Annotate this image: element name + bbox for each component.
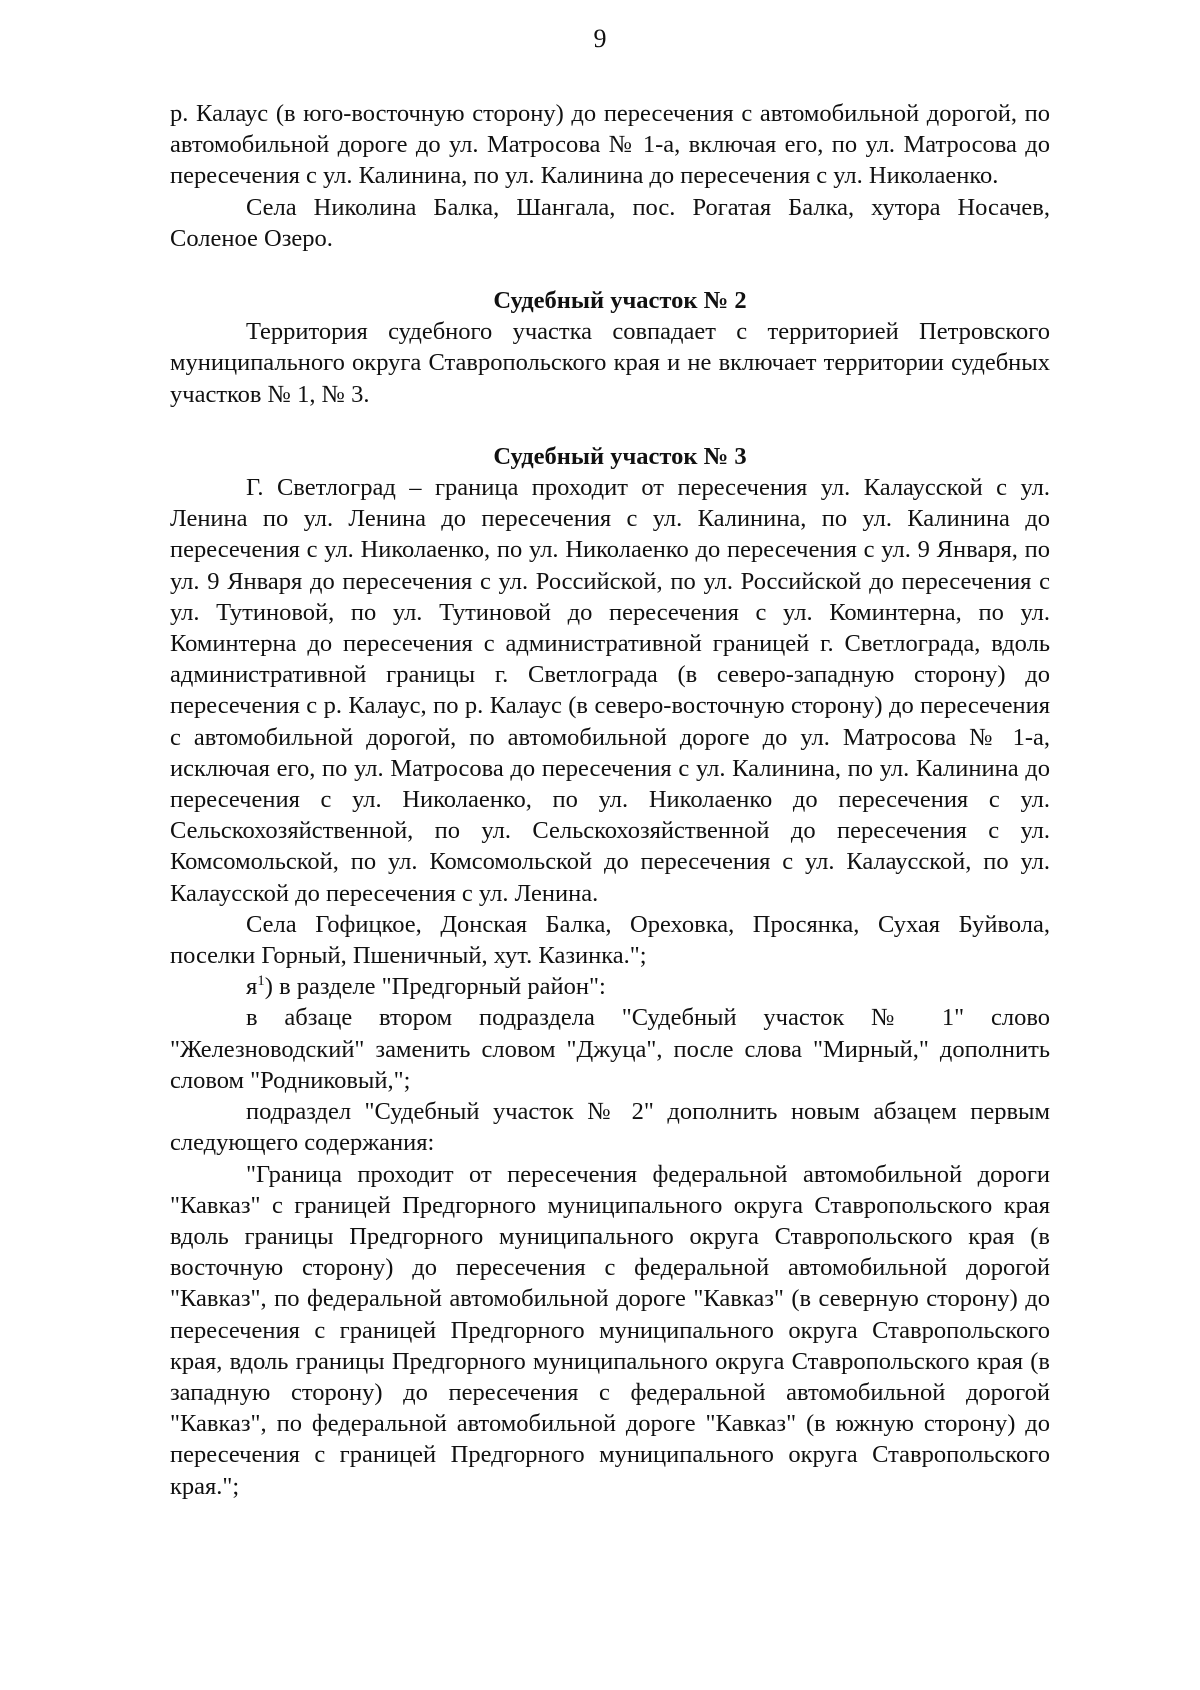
item-superscript: 1 <box>257 973 265 990</box>
page-number: 9 <box>593 24 607 53</box>
spacer <box>170 410 1050 441</box>
spacer <box>170 254 1050 285</box>
paragraph-continuation: р. Калаус (в юго-восточную сторону) до пересечения с автомобильной дорогой, по автомобильной дороге до ул. Матросова № 1-а, включая его, по ул. Матросова до пересечения с ул. Калинина, по ул. Калинина до пересечения с ул. Николаенко. <box>170 100 1050 190</box>
paragraph-boundary-quote: "Граница проходит от пересечения федеральной автомобильной дороги "Кавказ" с границей Предгорного муниципального округа Ставропольского края вдоль границы Предгорного муниципального округа Ставропольского края (в восточную сторону) до пересечения с федеральной автомобильной дорогой "Кавказ", по федеральной автомобильной дороге "Кавказ" (в северную сторону) до пересечения с границей Предгорного муниципального округа Ставропольского края, вдоль границы Предгорного муниципального округа Ставропольского края (в западную сторону) до пересечения с федеральной автомобильной дорогой "Кавказ", по федеральной автомобильной дороге "Кавказ" (в южную сторону) до пересечения с границей Предгорного муниципального округа Ставропольского края."; <box>170 1160 1050 1500</box>
paragraph-villages-2: Села Гофицкое, Донская Балка, Ореховка, Просянка, Сухая Буйвола, поселки Горный, Пшеничный, хут. Казинка."; <box>170 910 1050 970</box>
heading-court-section-3: Судебный участок № 3 <box>493 442 747 470</box>
item-text: ) в разделе "Предгорный район": <box>264 973 606 1001</box>
paragraph-amendment-2: подраздел "Судебный участок № 2" дополнить новым абзацем первым следующего содержания: <box>170 1098 1050 1157</box>
paragraph-section-2: Территория судебного участка совпадает с территорией Петровского муниципального округа Ставропольского края и не включает территории судебных участков № 1, № 3. <box>170 318 1050 408</box>
paragraph-section-3-boundary: Г. Светлоград – граница проходит от пересечения ул. Калаусской с ул. Ленина по ул. Ленина до пересечения с ул. Калинина, по ул. Калинина до пересечения с ул. Николаенко, по ул. Николаенко до пересечения с ул. 9 Января, по ул. 9 Января до пересечения с ул. Российской, по ул. Российской до пересечения с ул. Тутиновой, по ул. Тутиновой до пересечения с ул. Коминтерна, по ул. Коминтерна до пересечения с административной границей г. Светлограда, вдоль административной границы г. Светлограда (в северо-западную сторону) до пересечения с р. Калаус, по р. Калаус (в северо-восточную сторону) до пересечения с автомобильной дорогой, по автомобильной дороге до ул. Матросова № 1-а, исключая его, по ул. Матросова до пересечения с ул. Калинина, по ул. Калинина до пересечения с ул. Николаенко, по ул. Николаенко до пересечения с ул. Сельскохозяйственной, по ул. Сельскохозяйственной до пересечения с ул. Комсомольской, по ул. Комсомольской до пересечения с ул. Калаусской, по ул. Калаусской до пересечения с ул. Ленина. <box>170 474 1050 907</box>
paragraph-amendment-item <box>170 971 1050 1002</box>
paragraph-villages-1: Села Николина Балка, Шангала, пос. Рогатая Балка, хутора Носачев, Соленое Озеро. <box>170 193 1050 252</box>
item-letter: я <box>246 973 258 1001</box>
heading-court-section-2: Судебный участок № 2 <box>493 287 747 315</box>
paragraph-amendment-1: в абзаце втором подраздела "Судебный участок № 1" слово "Железноводский" заменить словом "Джуца", после слова "Мирный," дополнить словом "Родниковый,"; <box>170 1004 1050 1094</box>
document-body <box>170 98 1050 1502</box>
